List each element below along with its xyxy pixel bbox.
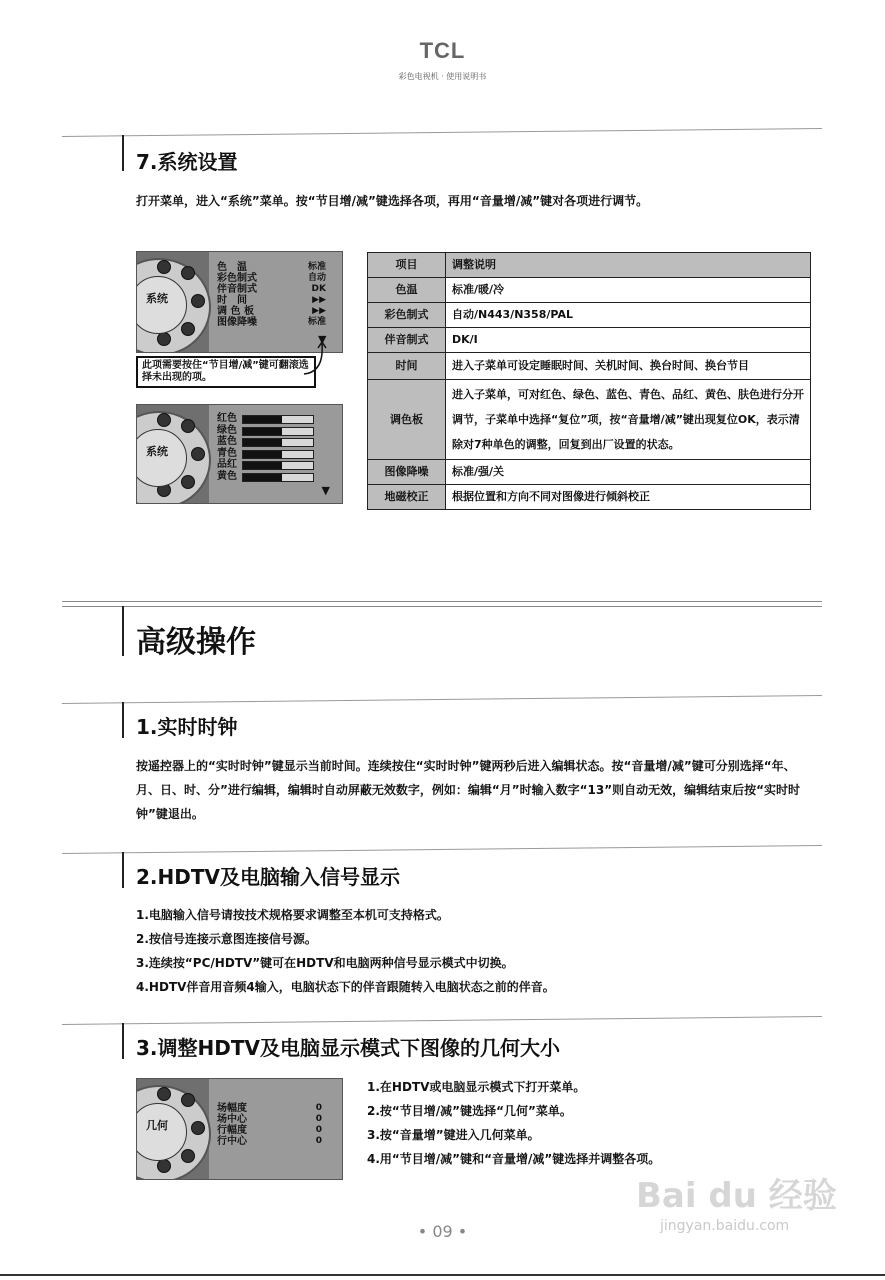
table-cell-item: 伴音制式 [368,328,446,353]
menu-value: 0 [315,1103,322,1113]
section-title-clock: 1.实时时钟 [136,715,238,739]
menu-center-label: 系统 [146,445,168,458]
level-bar [242,438,314,447]
menu-items [217,262,257,328]
level-bar [242,450,314,459]
menu-item: 场幅度 [217,1103,247,1114]
menu-icon [181,419,195,433]
table-cell-item: 地磁校正 [368,485,446,510]
menu-icon [191,447,205,461]
menu-item: 图像降噪 [217,317,257,328]
menu-icon [181,266,195,280]
level-fill [243,416,282,423]
menu-center-label: 几何 [146,1119,168,1132]
menu-value: 0 [315,1136,322,1146]
menu-values [308,262,326,328]
menu-icon [157,1087,171,1101]
section-tick [122,1023,124,1059]
menu-icon [181,322,195,336]
menu-value: DK [311,284,326,294]
menu-icon [157,332,171,346]
table-row [368,278,811,303]
menu-item: 行中心 [217,1136,247,1147]
list-item: 1.电脑输入信号请按技术规格要求调整至本机可支持格式。 [136,908,449,922]
table-cell-item: 色温 [368,278,446,303]
table-row [368,460,811,485]
hdtv-list [136,903,811,999]
system-intro: 打开菜单，进入“系统”菜单。按“节目增/减”键选择各项，再用“音量增/减”键对各项进行调节。 [136,194,649,208]
page-number: • 09 • [417,1222,468,1241]
tv-menu-color-palette [136,404,343,504]
menu-item: 青色 [217,447,237,459]
menu-icon [157,260,171,274]
section-tick [122,606,124,656]
section-tick [122,135,124,171]
clock-text: 按遥控器上的“实时时钟”键显示当前时间。连续按住“实时时钟”键两秒后进入编辑状态。按“音量增/减”键可分别选择“年、月、日、时、分”进行编辑，编辑时自动屏蔽无效数字，例如：编辑“月”时输入数字“13”则自动无效，编辑结束后按“实时时钟”键退出。 [136,759,801,821]
level-fill [243,439,282,446]
menu-value: ▶▶ [312,306,326,316]
bottom-border [0,1274,885,1276]
menu-item: 黄色 [217,470,237,482]
level-bar [242,461,314,470]
level-bar [242,427,314,436]
menu-item: 红色 [217,413,237,424]
list-item: 2.按“节目增/减”键选择“几何”菜单。 [367,1104,572,1118]
table-row [368,328,811,353]
menu-item: 色 温 [217,262,247,273]
menu-item: 调 色 板 [217,306,254,317]
section-title-geometry: 3.调整HDTV及电脑显示模式下图像的几何大小 [136,1036,560,1060]
table-row [368,485,811,510]
menu-item: 场中心 [217,1114,247,1125]
menu-icon [191,294,205,308]
list-item: 2.按信号连接示意图连接信号源。 [136,932,317,946]
menu-item: 蓝色 [217,436,237,447]
watermark-logo: Bai du 经验 [636,1176,837,1216]
section-title-system: 7.系统设置 [136,150,238,174]
list-item: 4.用“节目增/减”键和“音量增/减”键选择并调整各项。 [367,1152,661,1166]
menu-icon [157,413,171,427]
menu-note: 此项需要按住“节目增/减”键可翻滚选择未出现的项。 [136,356,316,388]
table-header-row [368,253,811,278]
table-cell-desc: 标准/暖/冷 [446,278,811,303]
list-item: 3.按“音量增”键进入几何菜单。 [367,1128,540,1142]
table-cell-desc: 进入子菜单，可对红色、绿色、蓝色、青色、品红、黄色、肤色进行分开调节，子菜单中选择“复位”项，按“音量增/减”键出现复位OK，表示清除对7种单色的调整，回复到出厂设置的状态。 [446,380,811,460]
menu-items [217,413,237,482]
watermark-url: jingyan.baidu.com [660,1218,790,1234]
double-divider [62,601,822,607]
table-cell-item: 彩色制式 [368,303,446,328]
advanced-title: 高级操作 [136,625,256,660]
table-cell-desc: DK/I [446,328,811,353]
menu-value: 0 [315,1125,322,1135]
level-fill [243,462,282,469]
section-divider [62,128,822,137]
table-row [368,353,811,380]
table-row [368,380,811,460]
list-item: 4.HDTV伴音用音频4输入，电脑状态下的伴音跟随转入电脑状态之前的伴音。 [136,980,555,994]
menu-value: 自动 [307,273,326,283]
table-cell-item: 时间 [368,353,446,380]
menu-values [316,1103,322,1147]
level-fill [243,474,282,481]
menu-value: 标准 [307,317,326,327]
level-bar [242,473,314,482]
brand-logo: TCL [419,38,466,63]
level-fill [243,451,282,458]
table-cell-desc: 根据位置和方向不同对图像进行倾斜校正 [446,485,811,510]
menu-center-label: 系统 [146,292,168,305]
scroll-down-icon: ▼ [321,484,330,497]
menu-item: 品红 [217,459,237,470]
menu-item: 绿色 [217,424,237,436]
table-header-cell: 调整说明 [446,253,811,278]
menu-icon [157,1159,171,1173]
section-divider [62,695,822,704]
menu-value: 标准 [307,262,326,272]
menu-value: 0 [315,1114,322,1124]
table-header-cell: 项目 [368,253,446,278]
menu-icon [191,1121,205,1135]
scroll-down-icon: ▼ [318,333,327,346]
table-row [368,303,811,328]
menu-icon [181,1149,195,1163]
list-item: 3.连续按“PC/HDTV”键可在HDTV和电脑两种信号显示模式中切换。 [136,956,514,970]
section-title-hdtv: 2.HDTV及电脑输入信号显示 [136,865,400,889]
section-divider [62,1016,822,1025]
table-cell-item: 调色板 [368,380,446,460]
menu-icon [181,1093,195,1107]
settings-table [367,252,811,510]
tv-menu-geometry [136,1078,343,1180]
menu-item: 彩色制式 [217,273,257,284]
section-tick [122,852,124,888]
note-arrow-icon [300,338,330,380]
menu-value: ▶▶ [312,295,326,305]
menu-item: 行幅度 [217,1125,247,1136]
menu-icon [181,475,195,489]
section-tick [122,702,124,738]
table-cell-desc: 进入子菜单可设定睡眠时间、关机时间、换台时间、换台节目 [446,353,811,380]
table-cell-desc: 自动/N443/N358/PAL [446,303,811,328]
geometry-steps [367,1075,807,1171]
level-fill [243,428,282,435]
level-bar [242,415,314,424]
table-cell-desc: 标准/强/关 [446,460,811,485]
table-cell-item: 图像降噪 [368,460,446,485]
menu-items [217,1103,247,1147]
header-subtitle: 彩色电视机 · 使用说明书 [398,72,487,81]
menu-item: 伴音制式 [217,284,257,295]
section-divider [62,845,822,854]
list-item: 1.在HDTV或电脑显示模式下打开菜单。 [367,1080,586,1094]
menu-item: 时 间 [217,295,247,306]
